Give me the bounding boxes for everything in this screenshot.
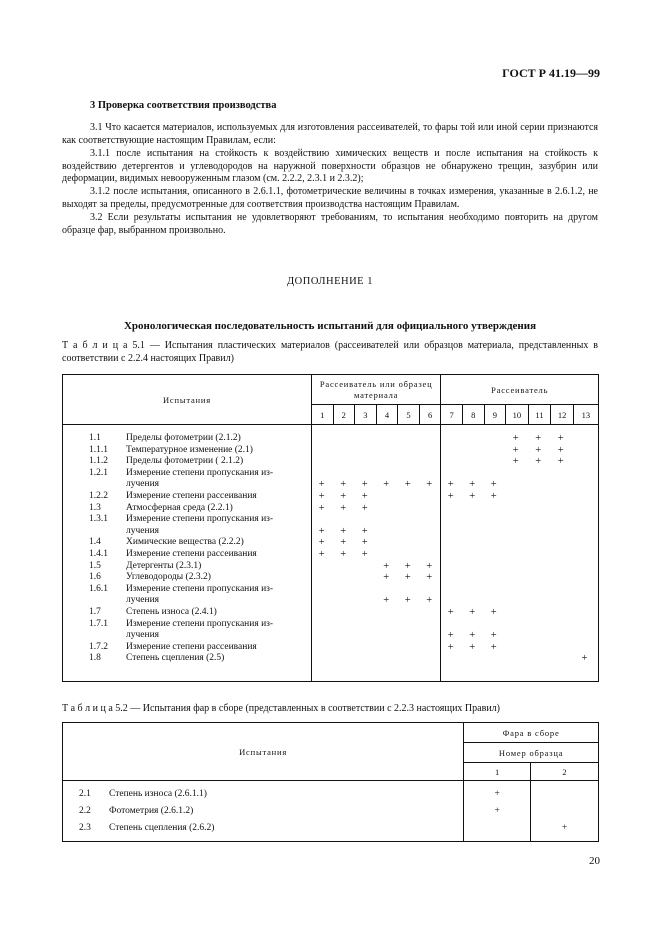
table1-mark: + <box>512 433 519 444</box>
table-5-2 <box>62 722 599 842</box>
table1-row-label: Углеводороды (2.3.2) <box>126 572 211 583</box>
table1-mark: + <box>490 641 497 653</box>
table1-row-label: Измерение степени пропускания из- <box>126 514 274 525</box>
table1-mark: + <box>447 630 454 642</box>
table1-row-number: 1.4.1 <box>89 549 108 559</box>
table1-row-number: 1.1 <box>89 433 101 443</box>
table1-mark: + <box>318 549 325 560</box>
table2-header-subgroup: Номер образца <box>464 743 599 763</box>
table1-mark: + <box>535 433 542 444</box>
table1-row <box>63 479 598 491</box>
table1-body <box>63 425 599 682</box>
table1-mark: + <box>426 479 433 491</box>
table1-col-7: 7 <box>441 405 463 425</box>
table1-row-label: Измерение степени рассеивания <box>126 491 257 501</box>
table1-mark: + <box>535 444 542 456</box>
table1-mark: + <box>318 479 325 491</box>
addendum-heading: Хронологическая последовательность испытаний для официального утверждения <box>123 320 537 332</box>
table1-mark: + <box>361 537 368 549</box>
table2-row-number: 2.3 <box>79 823 91 833</box>
table1-caption: Т а б л и ц а 5.1 — Испытания пластических материалов (рассеивателей или образцов материала, представленных в соответствии с 2.2.4 настоящих Правил) <box>62 340 598 364</box>
table1-mark: + <box>447 491 454 502</box>
paragraph-3-1: 3.1 Что касается материалов, используемых для изготовления рассеивателей, то фары той или иной серии признаются как соответствующие настоящим Правилам, если: <box>62 122 598 146</box>
table1-col-4: 4 <box>376 405 398 425</box>
table1-row <box>63 584 598 596</box>
table1-row-label: лучения <box>126 595 160 606</box>
table1-mark: + <box>490 607 497 618</box>
table1-row-label: лучения <box>126 630 160 641</box>
table1-mark: + <box>557 444 564 456</box>
table1-mark: + <box>447 479 454 491</box>
table1-row <box>63 607 598 619</box>
table2-row <box>63 803 463 820</box>
table1-mark: + <box>361 479 368 491</box>
table1-mark: + <box>469 630 476 642</box>
section-3-title: 3 Проверка соответствия производства <box>90 100 277 111</box>
table2-mark-cell <box>464 820 530 837</box>
table1-mark: + <box>404 479 411 491</box>
table1-col-9: 9 <box>484 405 506 425</box>
table1-row <box>63 595 598 607</box>
table1-mark: + <box>383 560 390 572</box>
table1-row-label: Измерение степени рассеивания <box>126 549 257 559</box>
table1-mark: + <box>404 595 411 607</box>
table1-row-number: 1.3.1 <box>89 514 108 525</box>
table1-row-label: Пределы фотометрии (2.1.2) <box>126 433 241 443</box>
paragraph-3-2: 3.2 Если результаты испытания не удовлетворяют требованиям, то испытания необходимо повторить на другом образце фар, выбранном произвольно. <box>62 212 598 236</box>
table1-mark: + <box>404 572 411 584</box>
table1-col-13: 13 <box>573 405 598 425</box>
table1-row <box>63 572 598 584</box>
table-5-1 <box>62 374 599 682</box>
table1-mark: + <box>340 537 347 549</box>
table1-row <box>63 468 598 480</box>
table1-row-label: Степень сцепления (2.5) <box>126 653 225 664</box>
table1-mark: + <box>383 572 390 584</box>
table1-row-label: Химические вещества (2.2.2) <box>126 537 244 548</box>
table2-tests-cell <box>63 781 464 842</box>
table1-row-number: 1.7.2 <box>89 641 108 652</box>
table1-row <box>63 526 598 538</box>
table1-mark: + <box>340 525 347 537</box>
table1-row-label: Температурное изменение (2.1) <box>126 444 253 455</box>
table1-row-label: лучения <box>126 479 160 490</box>
table1-mark: + <box>581 653 588 665</box>
table1-row-number: 1.5 <box>89 560 101 571</box>
table1-mark: + <box>426 560 433 572</box>
table1-mark: + <box>512 444 519 456</box>
paragraph-3-1-2: 3.1.2 после испытания, описанного в 2.6.1.1, фотометрические величины в точках измерения, указанные в 2.6.1.2, не выходят за пределы, предусмотренные для соответствия производства настоящим Правилам. <box>62 186 598 210</box>
table1-header-group1: Рассеиватель или образец материала <box>311 375 440 405</box>
addendum-title: ДОПОЛНЕНИЕ 1 <box>287 276 373 287</box>
table1-mark: + <box>447 641 454 653</box>
table1-mark: + <box>340 549 347 560</box>
table1-row-label: Измерение степени пропускания из- <box>126 583 274 594</box>
table1-row-label: Пределы фотометрии ( 2.1.2) <box>126 456 244 467</box>
table1-mark: + <box>535 456 542 468</box>
table2-col-2: 2 <box>531 763 599 781</box>
table1-row <box>63 630 598 642</box>
standard-number: ГОСТ Р 41.19—99 <box>502 66 600 80</box>
table1-row <box>63 456 598 468</box>
table1-mark: + <box>361 491 368 502</box>
page-number: 20 <box>589 855 600 867</box>
table1-mark: + <box>318 537 325 549</box>
table2-mark-cell: + <box>561 823 568 833</box>
table2-row <box>63 820 463 837</box>
table1-row <box>63 561 598 573</box>
table1-row-label: Степень износа (2.4.1) <box>126 607 217 617</box>
table1-col-3: 3 <box>355 405 377 425</box>
table1-row <box>63 619 598 631</box>
table1-row-number: 1.4 <box>89 537 101 548</box>
table1-header-group2: Рассеиватель <box>441 375 599 405</box>
table1-row-label: Детергенты (2.3.1) <box>126 560 202 571</box>
table1-mark: + <box>469 491 476 502</box>
table2-row-number: 2.1 <box>79 789 91 799</box>
table1-row-number: 1.7 <box>89 607 101 617</box>
table2-header-group: Фара в сборе <box>464 723 599 743</box>
table1-row <box>63 653 598 665</box>
table1-col-2: 2 <box>333 405 355 425</box>
table1-row-number: 1.2.1 <box>89 467 108 478</box>
table1-mark: + <box>469 479 476 491</box>
table1-col-11: 11 <box>528 405 551 425</box>
table1-row <box>63 537 598 549</box>
table1-col-5: 5 <box>398 405 420 425</box>
table1-row-number: 1.3 <box>89 502 101 513</box>
table1-row-label: Измерение степени пропускания из- <box>126 618 274 629</box>
table1-mark: + <box>383 479 390 491</box>
table2-row-number: 2.2 <box>79 806 91 816</box>
table1-mark: + <box>340 491 347 502</box>
table1-mark: + <box>490 630 497 642</box>
table2-row-label: Степень сцепления (2.6.2) <box>109 823 215 833</box>
table1-row <box>63 503 598 515</box>
table2-caption: Т а б л и ц а 5.2 — Испытания фар в сборе (представленных в соответствии с 2.2.3 настоящих Правил) <box>62 703 500 714</box>
table1-row-number: 1.7.1 <box>89 618 108 629</box>
table1-mark: + <box>361 502 368 514</box>
table1-row-label: Измерение степени пропускания из- <box>126 467 274 478</box>
table1-col-8: 8 <box>462 405 484 425</box>
table1-row <box>63 514 598 526</box>
table1-mark: + <box>318 491 325 502</box>
table1-mark: + <box>404 560 411 572</box>
table2-row <box>63 786 463 803</box>
table1-row-number: 1.6.1 <box>89 583 108 594</box>
table1-mark: + <box>426 595 433 607</box>
table1-mark: + <box>361 549 368 560</box>
table2-mark-cell: + <box>494 806 500 816</box>
table1-mark: + <box>447 607 454 618</box>
table1-row <box>63 642 598 654</box>
table1-mark: + <box>340 479 347 491</box>
table1-col-1: 1 <box>311 405 333 425</box>
table1-col-6: 6 <box>419 405 441 425</box>
table1-row-label: лучения <box>126 525 160 536</box>
table1-row-number: 1.6 <box>89 572 101 583</box>
table2-row-label: Фотометрия (2.6.1.2) <box>109 806 194 816</box>
table2-row-label: Степень износа (2.6.1.1) <box>109 789 207 799</box>
table1-mark: + <box>490 491 497 502</box>
table1-row <box>63 433 598 445</box>
table1-mark: + <box>340 502 347 514</box>
table2-mark-cell <box>531 786 598 803</box>
table1-row-label: Атмосферная среда (2.2.1) <box>126 502 233 513</box>
table1-mark: + <box>512 456 519 468</box>
table1-row <box>63 549 598 561</box>
table2-col-1: 1 <box>464 763 531 781</box>
table1-mark: + <box>557 433 564 444</box>
table2-mark-cell: + <box>494 789 500 799</box>
table1-mark: + <box>318 525 325 537</box>
table1-header-tests: Испытания <box>63 375 312 425</box>
table1-col-10: 10 <box>506 405 529 425</box>
table2-mark-cell <box>531 803 598 820</box>
table1-col-12: 12 <box>551 405 574 425</box>
table1-mark: + <box>383 595 390 607</box>
table1-row-number: 1.1.1 <box>89 444 108 455</box>
table1-mark: + <box>490 479 497 491</box>
table1-row-number: 1.2.2 <box>89 491 108 501</box>
table1-row-label: Измерение степени рассеивания <box>126 641 257 652</box>
table1-row <box>63 491 598 503</box>
table1-mark: + <box>557 456 564 468</box>
table2-sample-2-cell <box>531 781 599 842</box>
table1-mark: + <box>426 572 433 584</box>
table1-row-number: 1.8 <box>89 653 101 664</box>
table1-mark: + <box>469 607 476 618</box>
paragraph-3-1-1: 3.1.1 после испытания на стойкость к воздействию химических веществ и после испытания на стойкость к воздействию детергентов и углеводородов на наружной поверхности образцов не обнаружено трещин, зазубрин или деформации, видимых невооруженным глазом (см. 2.2.2, 2.3.1 и 2.3.2); <box>62 148 598 185</box>
table1-row-number: 1.1.2 <box>89 456 108 467</box>
table1-row <box>63 445 598 457</box>
table2-header-tests: Испытания <box>63 723 464 781</box>
table1-mark: + <box>469 641 476 653</box>
table1-mark: + <box>361 525 368 537</box>
table2-sample-1-cell <box>464 781 531 842</box>
table1-mark: + <box>318 502 325 514</box>
